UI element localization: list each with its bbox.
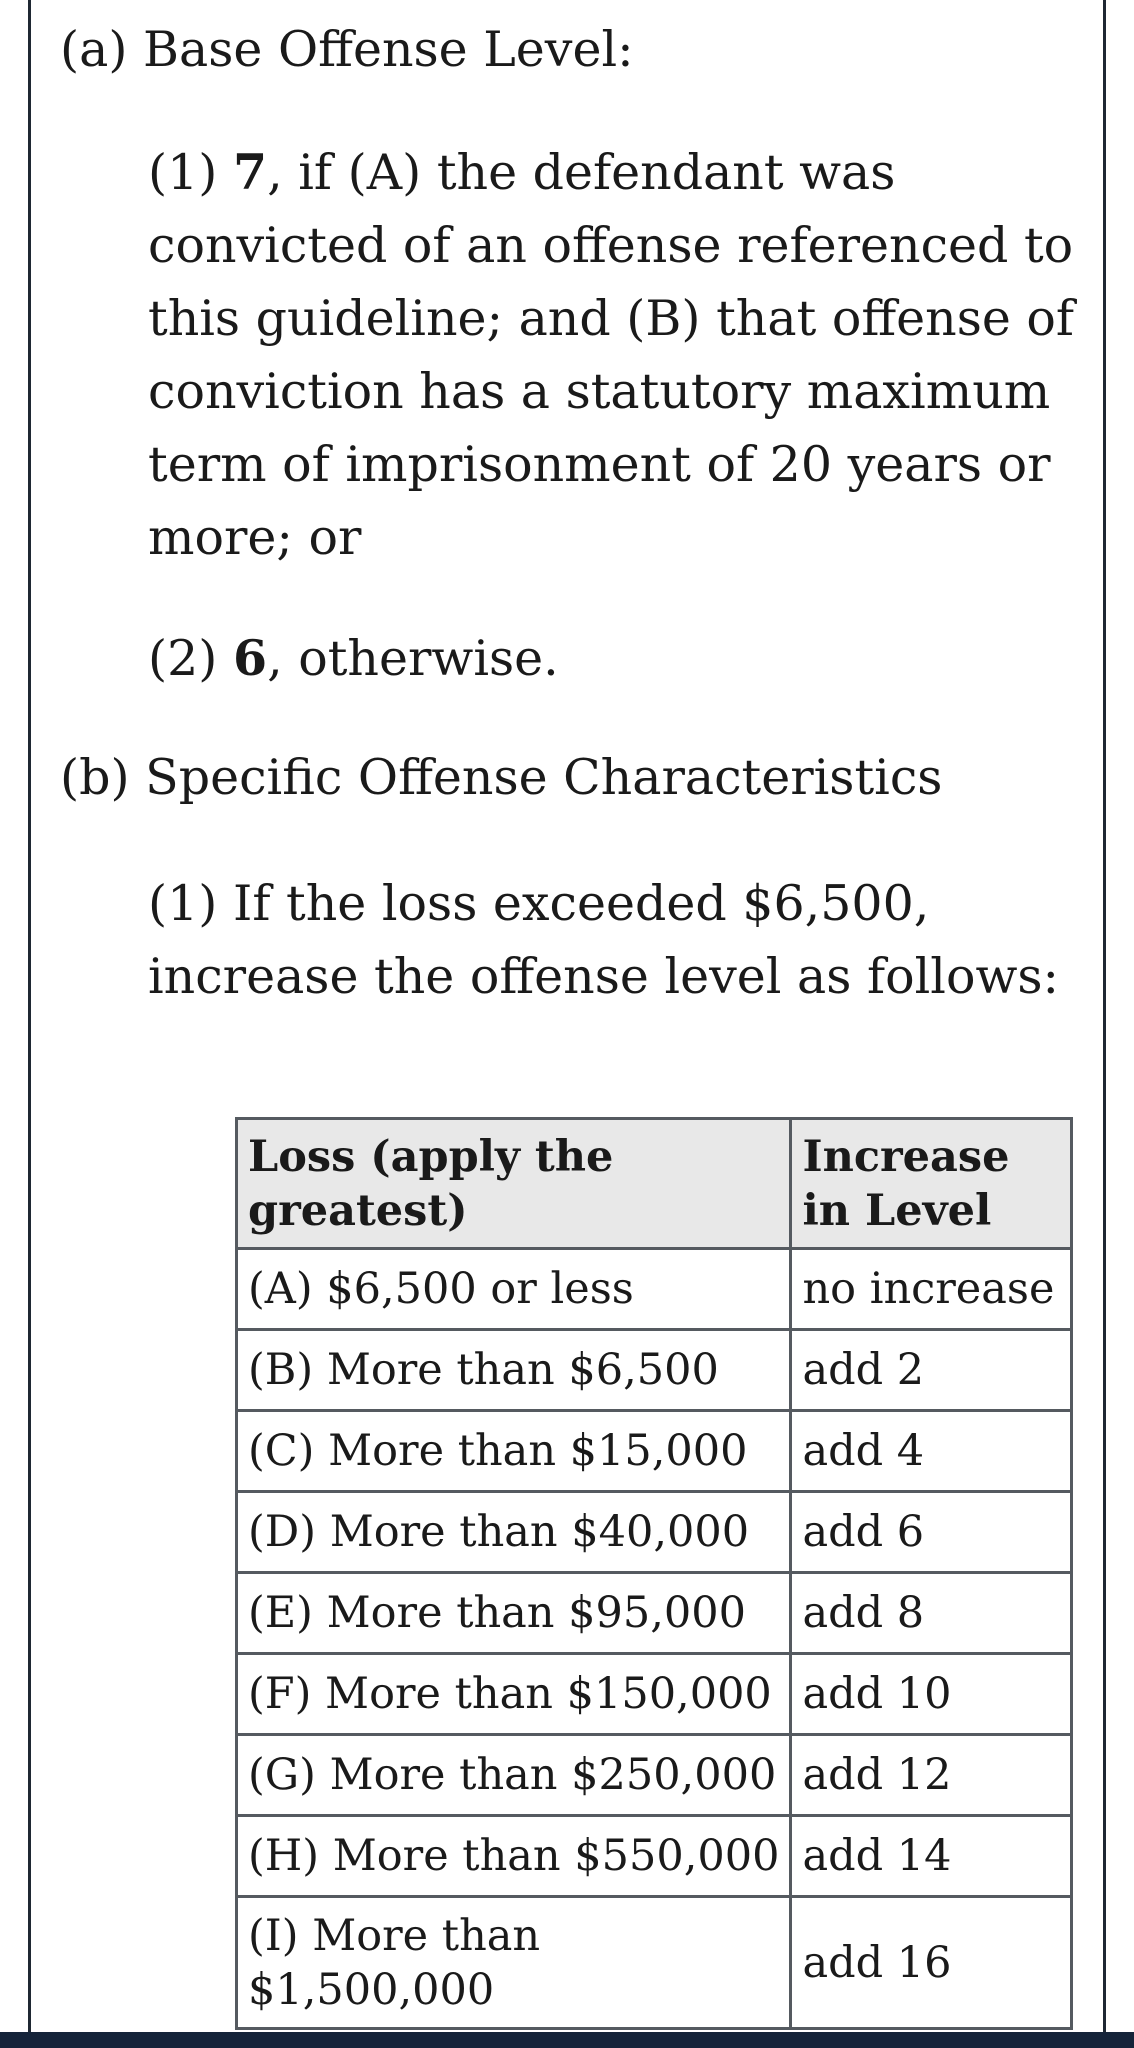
increase-cell: no increase bbox=[791, 1249, 1072, 1330]
increase-cell: add 6 bbox=[791, 1492, 1072, 1573]
increase-cell: add 10 bbox=[791, 1654, 1072, 1735]
section-b-item-1: (1) If the loss exceeded $6,500, increase the offense level as follows: bbox=[148, 875, 1060, 1005]
table-row bbox=[237, 1492, 1072, 1573]
loss-cell: (C) More than $15,000 bbox=[237, 1411, 791, 1492]
section-a-item-1 bbox=[148, 136, 1088, 574]
section-a-item-2 bbox=[148, 622, 1088, 695]
table-row bbox=[237, 1249, 1072, 1330]
increase-cell: add 16 bbox=[791, 1897, 1072, 2029]
bottom-navigation-bar bbox=[0, 2032, 1134, 2048]
loss-cell: (I) More than $1,500,000 bbox=[237, 1897, 791, 2029]
right-border-rule bbox=[1103, 0, 1106, 2032]
offense-level-value: 6 bbox=[232, 629, 268, 687]
table-row bbox=[237, 1330, 1072, 1411]
item-prefix: (1) bbox=[148, 144, 233, 201]
item-text: , otherwise. bbox=[267, 630, 559, 687]
table-row bbox=[237, 1897, 1072, 2029]
increase-cell: add 4 bbox=[791, 1411, 1072, 1492]
left-border-rule bbox=[28, 0, 31, 2032]
table-row bbox=[237, 1573, 1072, 1654]
table-header-row bbox=[237, 1119, 1072, 1249]
loss-table bbox=[235, 1117, 1073, 2030]
item-text: , if (A) the defendant was convicted of an offense referenced to this guideline; and (B) that offense of conviction has a statutory maximum term of imprisonment of 20 years or more; or bbox=[148, 144, 1075, 566]
loss-cell: (F) More than $150,000 bbox=[237, 1654, 791, 1735]
table-row bbox=[237, 1411, 1072, 1492]
loss-cell: (E) More than $95,000 bbox=[237, 1573, 791, 1654]
table-row bbox=[237, 1654, 1072, 1735]
offense-level-value: 7 bbox=[232, 143, 268, 201]
section-b-heading: (b) Specific Offense Characteristics bbox=[60, 749, 943, 806]
increase-cell: add 14 bbox=[791, 1816, 1072, 1897]
section-a-heading: (a) Base Offense Level: bbox=[60, 21, 634, 78]
column-header-loss: Loss (apply the greatest) bbox=[237, 1119, 791, 1249]
increase-cell: add 2 bbox=[791, 1330, 1072, 1411]
table-row bbox=[237, 1735, 1072, 1816]
loss-cell: (B) More than $6,500 bbox=[237, 1330, 791, 1411]
increase-cell: add 12 bbox=[791, 1735, 1072, 1816]
loss-cell: (G) More than $250,000 bbox=[237, 1735, 791, 1816]
loss-cell: (D) More than $40,000 bbox=[237, 1492, 791, 1573]
loss-cell: (A) $6,500 or less bbox=[237, 1249, 791, 1330]
loss-cell: (H) More than $550,000 bbox=[237, 1816, 791, 1897]
item-prefix: (2) bbox=[148, 630, 233, 687]
increase-cell: add 8 bbox=[791, 1573, 1072, 1654]
column-header-increase: Increase in Level bbox=[791, 1119, 1072, 1249]
table-row bbox=[237, 1816, 1072, 1897]
